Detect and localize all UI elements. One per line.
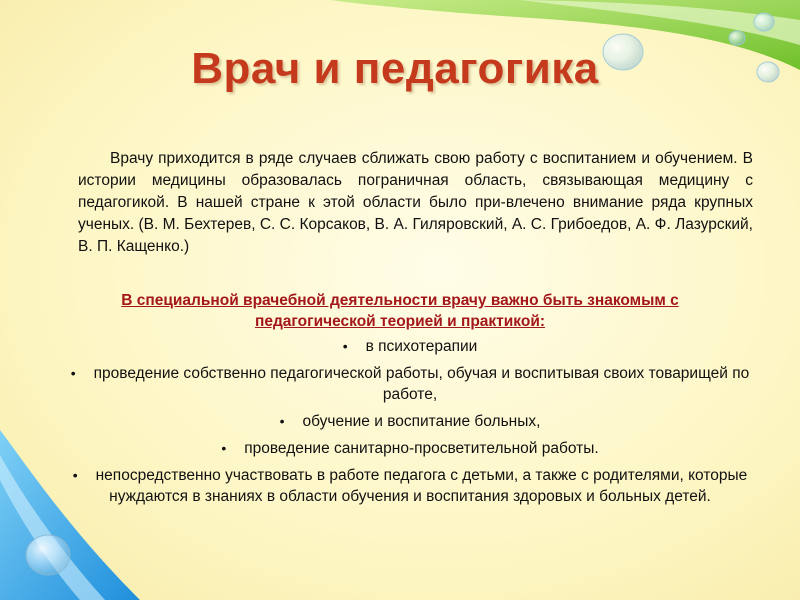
bullet-list — [60, 336, 760, 513]
section-heading: В специальной врачебной деятельности врачу важно быть знакомым с педагогической теорией и практикой: — [121, 292, 679, 330]
list-item — [60, 336, 760, 357]
list-item-text: обучение и воспитание больных, — [302, 413, 541, 430]
list-item — [60, 363, 760, 405]
list-item-text: в психотерапии — [365, 338, 478, 355]
slide-title: Врач и педагогика — [191, 44, 599, 93]
bullet-icon: • — [279, 413, 285, 429]
intro-paragraph: Врачу приходится в ряде случаев сближать свою работу с воспитанием и обучением. В истории медицины образовалась пограничная область, связывающая медицину с педагогикой. В нашей стране к этой области было при-влечено внимание ряда крупных ученых. (В. М. Бехтерев, С. С. Корсаков, В. А. Гиляровский, А. С. Грибоедов, А. Ф. Лазурский, В. П. Кащенко.) — [78, 150, 753, 255]
list-item-text: проведение собственно педагогической работы, обучая и воспитывая своих товарищей по работе, — [93, 365, 750, 403]
list-item — [60, 438, 760, 459]
bullet-icon: • — [342, 338, 348, 354]
list-item — [60, 465, 760, 507]
list-item — [60, 411, 760, 432]
list-item-text: непосредственно участвовать в работе педагога с детьми, а также с родителями, которые нуждаются в знаниях в области обучения и воспитания здоровых и больных детей. — [95, 467, 748, 505]
bullet-icon: • — [221, 440, 227, 456]
bullet-icon: • — [70, 365, 76, 381]
list-item-text: проведение санитарно-просветительной работы. — [244, 440, 599, 457]
bullet-icon: • — [72, 467, 78, 483]
